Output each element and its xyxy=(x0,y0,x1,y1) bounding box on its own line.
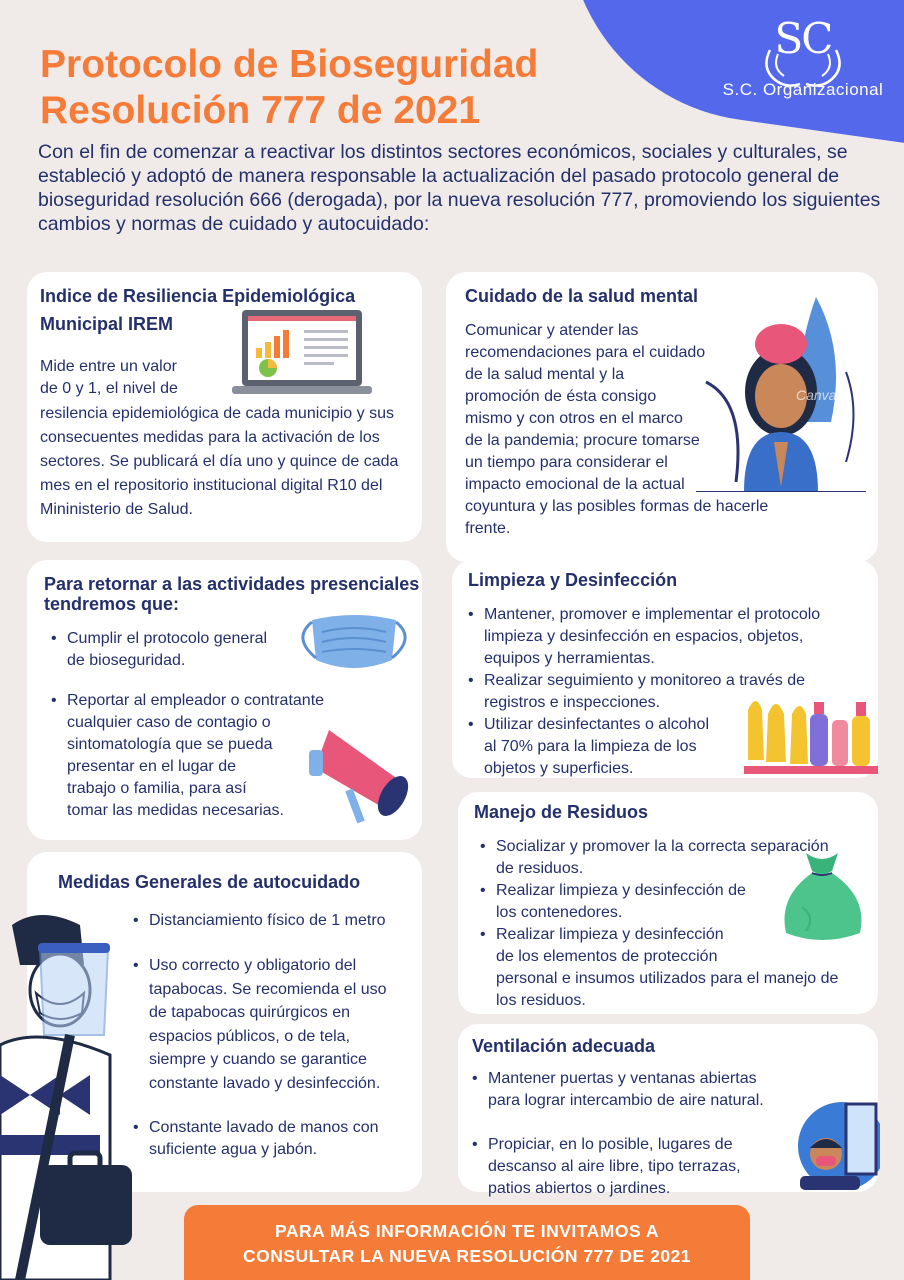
laptop-chart-icon xyxy=(232,308,372,398)
logo xyxy=(708,10,898,105)
cta-line-2: CONSULTAR LA NUEVA RESOLUCIÓN 777 DE 2021 xyxy=(242,1246,692,1266)
list-item-line: de los elementos de protección xyxy=(496,948,718,965)
megaphone-icon xyxy=(309,720,424,830)
list-item-line: limpieza y desinfección en espacios, objetos, xyxy=(484,628,804,645)
limpieza-title: Limpieza y Desinfección xyxy=(468,570,678,590)
intro-paragraph: Con el fin de comenzar a reactivar los distintos sectores económicos, sociales y culturales, se estableció y adoptó de manera responsable la actualización del pasado protocolo general de bioseguridad resolución 666 (derogada), por la nueva resolución 777, promoviendo los siguientes cambios y normas de cuidado y autocuidado: xyxy=(38,141,881,235)
residuos-list xyxy=(474,836,838,1012)
title-line-1: Protocolo de Bioseguridad xyxy=(40,43,539,86)
mental-line: de la salud mental y la xyxy=(465,366,625,383)
list-item-line: equipos y herramientas. xyxy=(484,650,655,667)
autocuidado-title: Medidas Generales de autocuidado xyxy=(58,872,361,892)
card-manejo-residuos xyxy=(458,792,878,1014)
mental-title: Cuidado de la salud mental xyxy=(465,286,699,306)
list-item-line: de tapabocas quirúrgicos en xyxy=(149,1004,351,1021)
list-item-line: descanso al aire libre, tipo terrazas, xyxy=(488,1158,741,1175)
logo-name: S.C. Organizacional xyxy=(722,80,884,99)
title-line-2: Resolución 777 de 2021 xyxy=(40,89,481,132)
list-item-line: sintomatología que se pueda xyxy=(67,736,273,753)
presencial-title: Para retornar a las actividades presenciales tendremos que: xyxy=(44,574,420,614)
ventilacion-list xyxy=(466,1068,764,1200)
irem-title-line-2: Municipal IREM xyxy=(40,314,174,334)
list-item-line: • Reportar al empleador o contratante xyxy=(67,692,325,709)
irem-body-line-1: Mide entre un valor xyxy=(40,358,177,375)
mental-line: Comunicar y atender las xyxy=(465,322,639,339)
residuos-title: Manejo de Residuos xyxy=(474,802,649,822)
list-item-line: • Uso correcto y obligatorio del xyxy=(149,957,357,974)
list-item xyxy=(45,628,324,672)
list-item xyxy=(127,910,386,932)
list-item-line: registros e inspecciones. xyxy=(484,694,661,711)
list-item xyxy=(45,690,324,822)
list-item-line: tomar las medidas necesarias. xyxy=(67,802,284,819)
page-title xyxy=(40,42,538,134)
list-item-line: personal e insumos utilizados para el manejo de xyxy=(496,970,839,987)
list-item xyxy=(462,604,820,670)
autocuidado-list xyxy=(127,910,386,1161)
list-item xyxy=(127,1117,386,1161)
list-item-line: espacios públicos, o de tela, xyxy=(149,1027,351,1045)
mental-line: mismo y con otros en el marco xyxy=(465,410,683,427)
card-ventilacion xyxy=(458,1024,878,1197)
card-actividades-presenciales xyxy=(27,560,422,840)
list-item-line: • Mantener, promover e implementar el protocolo xyxy=(484,606,821,623)
mental-line: un tiempo para considerar el xyxy=(465,454,668,471)
list-item-line: patios abiertos o jardines. xyxy=(488,1180,671,1197)
logo-initials: SC xyxy=(774,14,832,63)
mental-line: coyuntura y las posibles formas de hacerle xyxy=(465,498,769,515)
list-item-line: • Mantener puertas y ventanas abiertas xyxy=(488,1070,757,1087)
irem-title-line-1: Indice de Resiliencia Epidemiológica xyxy=(40,286,356,306)
list-item-line: • Cumplir el protocolo general xyxy=(67,630,268,647)
open-window-icon xyxy=(790,1094,880,1194)
list-item-line: trabajo o familia, para así xyxy=(67,780,247,797)
card-irem xyxy=(27,272,422,542)
list-item-line: siempre y cuando se garantice xyxy=(149,1051,367,1068)
mental-line: promoción de ésta consigo xyxy=(465,388,657,405)
list-item xyxy=(462,714,820,780)
list-item xyxy=(474,836,838,880)
cta-banner xyxy=(184,1205,750,1280)
list-item-line: tapabocas. Se recomienda el uso xyxy=(149,980,387,998)
person-face-shield-illustration-icon xyxy=(0,905,140,1280)
list-item-line: los residuos. xyxy=(496,992,586,1009)
list-item xyxy=(462,670,820,714)
list-item-line: de residuos. xyxy=(496,860,584,877)
list-item-line: al 70% para la limpieza de los xyxy=(484,738,697,755)
list-item-line: los contenedores. xyxy=(496,904,623,921)
list-item-line: • Utilizar desinfectantes o alcohol xyxy=(484,716,710,733)
card-limpieza-desinfeccion xyxy=(452,560,878,778)
list-item-line: suficiente agua y jabón. xyxy=(149,1141,318,1158)
list-item-line: • Socializar y promover la la correcta separación xyxy=(496,838,829,855)
canva-watermark: Canva xyxy=(796,387,837,403)
list-item-line: presentar en el lugar de xyxy=(67,758,236,775)
irem-body-line-2: de 0 y 1, el nivel de xyxy=(40,380,178,397)
list-item-line: objetos y superficies. xyxy=(484,760,634,777)
presencial-list xyxy=(45,628,324,822)
card-salud-mental xyxy=(446,272,878,562)
list-item xyxy=(474,880,838,924)
limpieza-list xyxy=(462,604,820,780)
mental-line: frente. xyxy=(465,520,511,537)
cta-line-1: PARA MÁS INFORMACIÓN TE INVITAMOS A xyxy=(274,1221,660,1241)
mental-line: de la pandemia; procure tomarse xyxy=(465,432,700,449)
list-item-line: • Realizar limpieza y desinfección xyxy=(496,926,724,943)
list-item-line: para lograr intercambio de aire natural. xyxy=(488,1092,764,1109)
list-item-line: • Realizar limpieza y desinfección de xyxy=(496,882,746,899)
list-item-line: • Constante lavado de manos con xyxy=(149,1119,379,1136)
list-item-line: • Realizar seguimiento y monitoreo a través de xyxy=(484,672,806,689)
list-item-line: • Distanciamiento físico de 1 metro xyxy=(149,912,386,929)
list-item-line: constante lavado y desinfección. xyxy=(149,1074,381,1092)
list-item-line: cualquier caso de contagio o xyxy=(67,714,271,731)
list-item xyxy=(127,954,386,1095)
list-item xyxy=(466,1068,764,1112)
mental-line: impacto emocional de la actual xyxy=(465,476,685,493)
list-item xyxy=(466,1134,764,1200)
mental-line: recomendaciones para el cuidado xyxy=(465,344,706,361)
list-item-line: • Propiciar, en lo posible, lugares de xyxy=(488,1136,733,1153)
mental-body xyxy=(465,320,768,540)
irem-body: resilencia epidemiológica de cada municipio y sus consecuentes medidas para la activación de los sectores. Se publicará el día uno y quince de cada mes en el repositorio institucional digital R10 del Mininisterio de Salud. xyxy=(40,405,399,518)
list-item-line: de bioseguridad. xyxy=(67,652,186,669)
list-item xyxy=(474,924,838,1012)
ventilacion-title: Ventilación adecuada xyxy=(472,1036,656,1056)
